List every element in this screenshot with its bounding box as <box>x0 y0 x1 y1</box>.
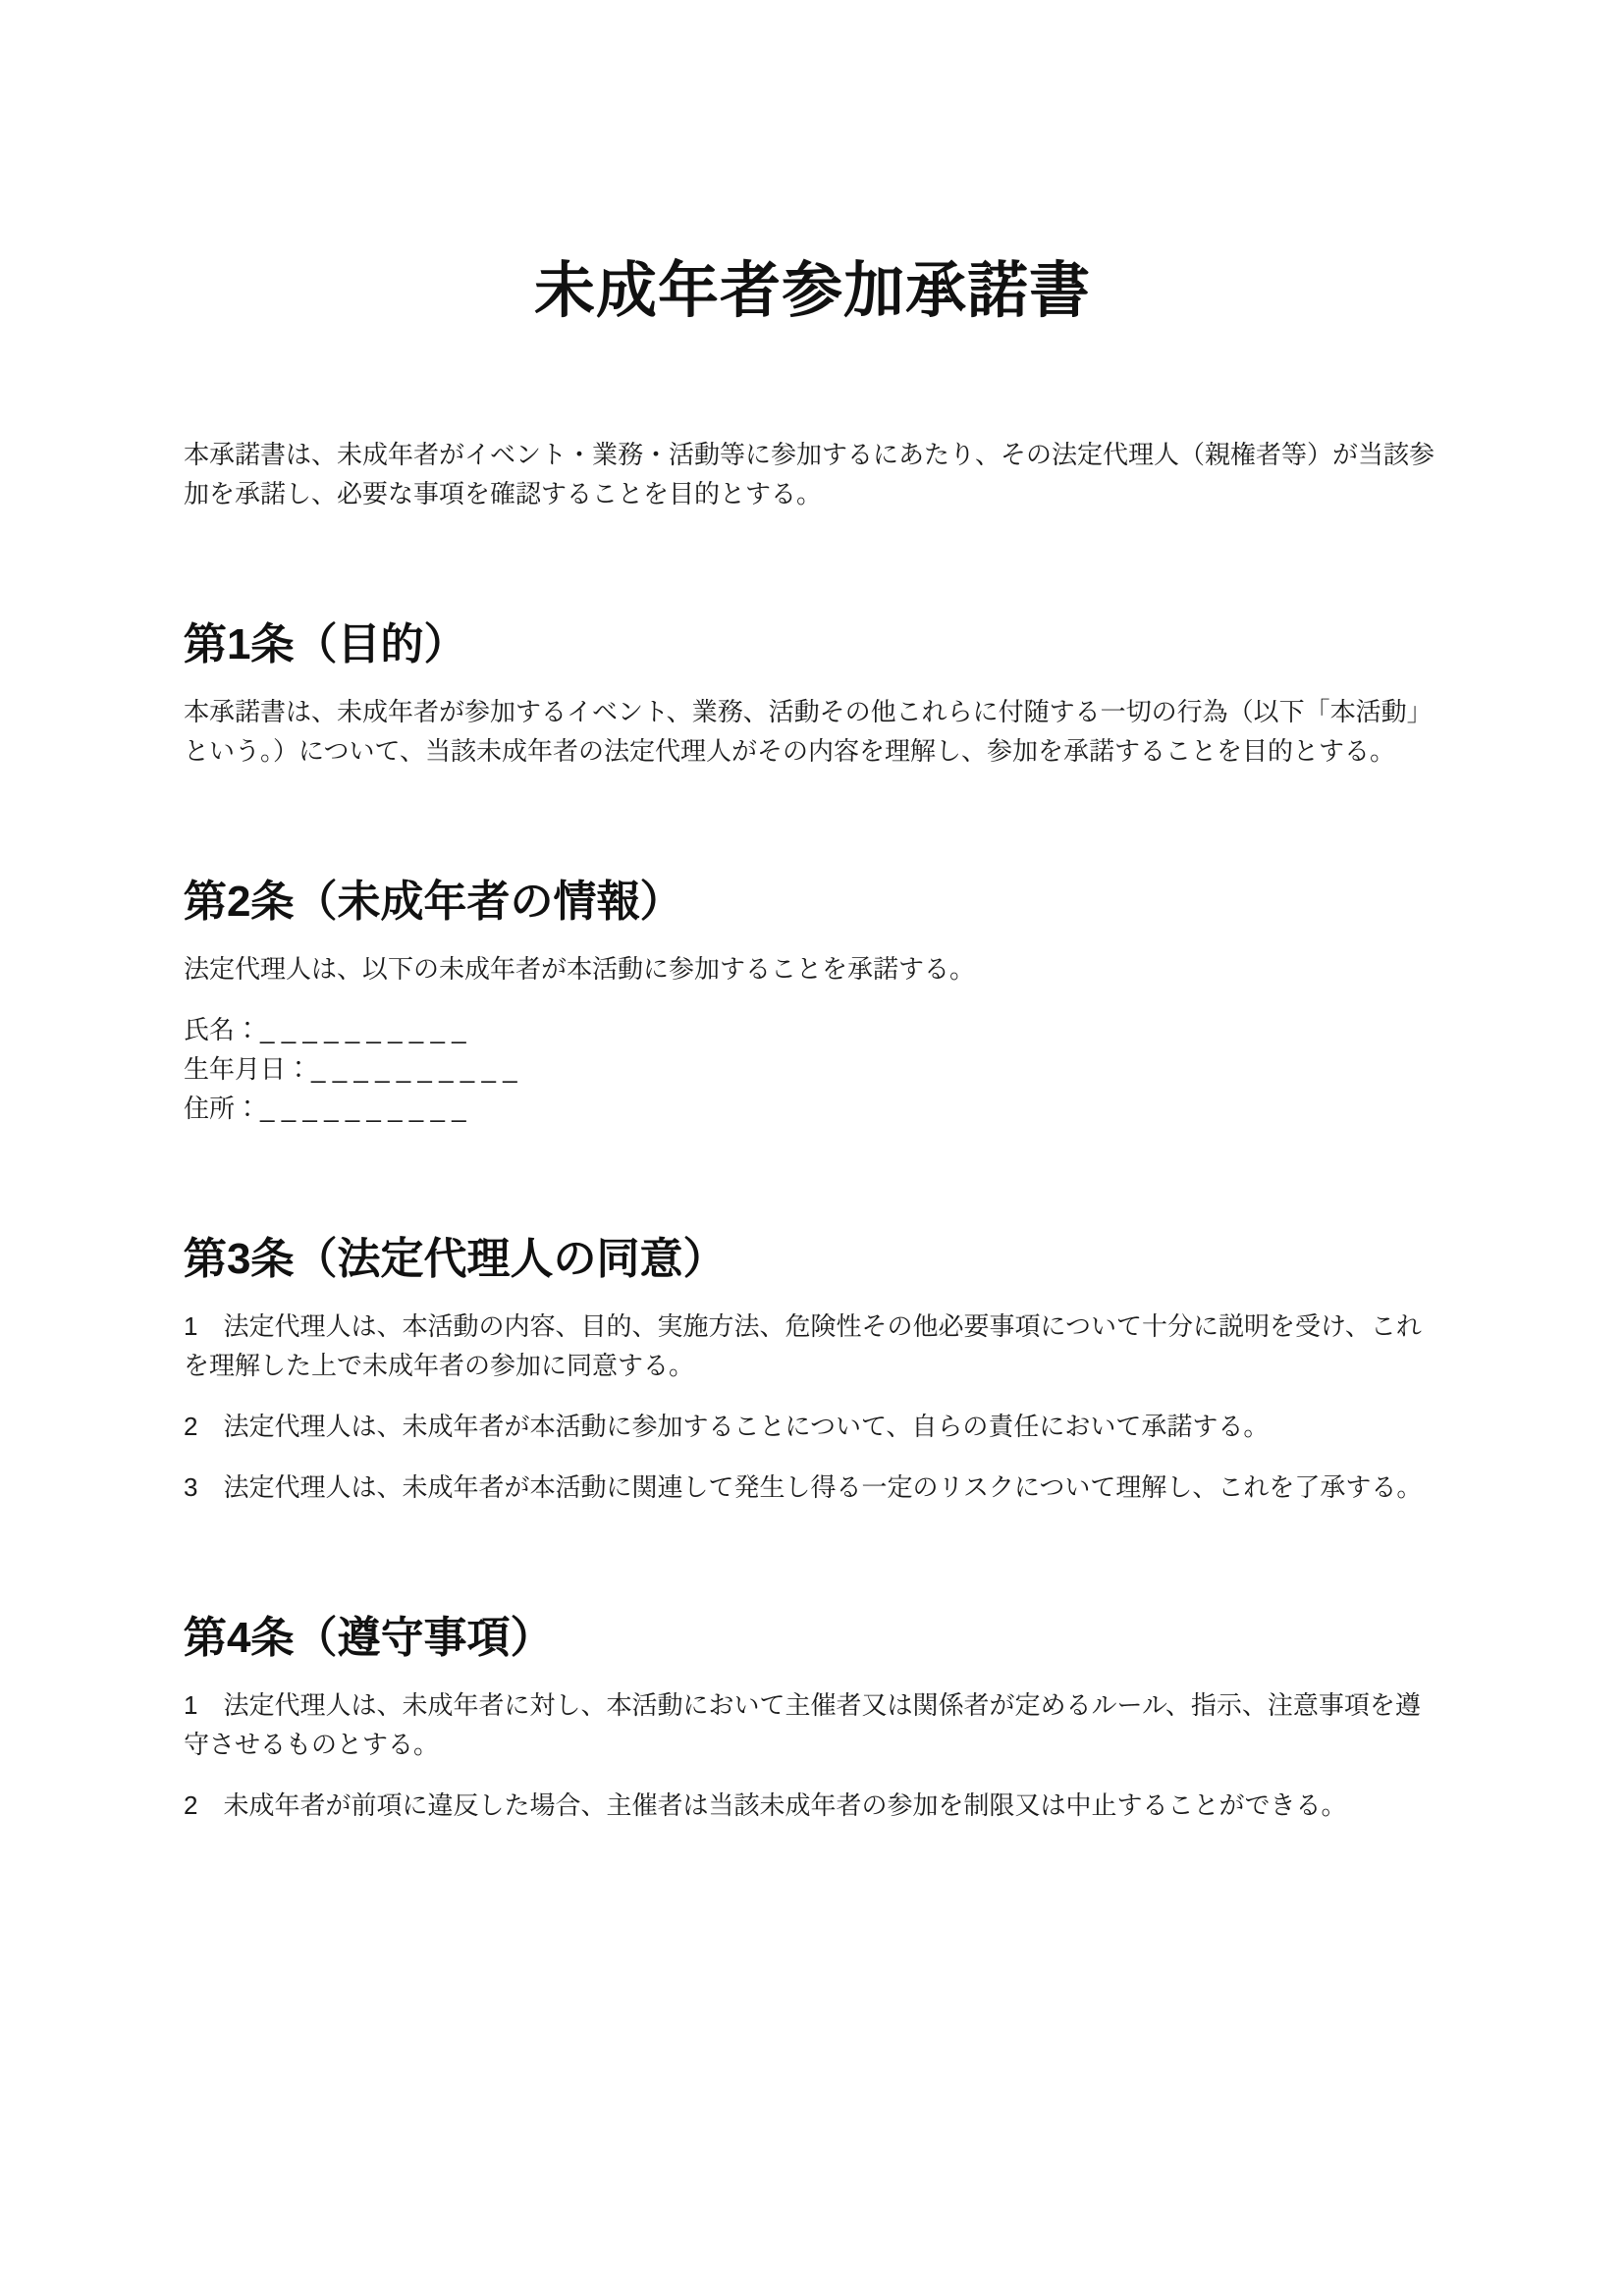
article-4-clause-2: 2 未成年者が前項に違反した場合、主催者は当該未成年者の参加を制限又は中止することができる。 <box>184 1790 1347 1821</box>
field-row-name <box>184 1010 1441 1049</box>
section-heading-article-1: 第1条（目的） <box>184 620 467 669</box>
address-field-label: 住所： <box>184 1094 261 1124</box>
address-field-blank: _ _ _ _ _ _ _ _ _ _ <box>260 1094 466 1124</box>
section-heading-article-2: 第2条（未成年者の情報） <box>184 878 683 927</box>
article-3-clause-2: 2 法定代理人は、未成年者が本活動に参加することについて、自らの責任において承諾する。 <box>184 1412 1270 1442</box>
section-heading-article-4: 第4条（遵守事項） <box>184 1614 554 1663</box>
article-3-clause-1: 1 法定代理人は、本活動の内容、目的、実施方法、危険性その他必要事項について十分に説明を受け、これを理解した上で未成年者の参加に同意する。 <box>184 1311 1422 1381</box>
birthdate-field-blank: _ _ _ _ _ _ _ _ _ _ <box>311 1054 517 1085</box>
birthdate-field-label: 生年月日： <box>184 1054 312 1085</box>
article-1-body: 本承諾書は、未成年者が参加するイベント、業務、活動その他これらに付随する一切の行為（以下「本活動」という。）について、当該未成年者の法定代理人がその内容を理解し、参加を承諾することを目的とする。 <box>184 697 1433 767</box>
section-heading-article-3: 第3条（法定代理人の同意） <box>184 1235 727 1284</box>
minor-info-fields <box>184 1010 1441 1128</box>
field-row-address <box>184 1089 1441 1128</box>
article-4-clause-1: 1 法定代理人は、未成年者に対し、本活動において主催者又は関係者が定めるルール、指示、注意事項を遵守させるものとする。 <box>184 1690 1421 1760</box>
field-row-birthdate <box>184 1049 1441 1089</box>
name-field-label: 氏名： <box>184 1015 261 1045</box>
document-title: 未成年者参加承諾書 <box>533 257 1091 325</box>
name-field-blank: _ _ _ _ _ _ _ _ _ _ <box>260 1015 466 1045</box>
article-3-clause-3: 3 法定代理人は、未成年者が本活動に関連して発生し得る一定のリスクについて理解し、これを了承する。 <box>184 1472 1423 1503</box>
article-2-lead: 法定代理人は、以下の未成年者が本活動に参加することを承諾する。 <box>184 954 976 985</box>
intro-paragraph: 本承諾書は、未成年者がイベント・業務・活動等に参加するにあたり、その法定代理人（親権者等）が当該参加を承諾し、必要な事項を確認することを目的とする。 <box>184 440 1435 509</box>
